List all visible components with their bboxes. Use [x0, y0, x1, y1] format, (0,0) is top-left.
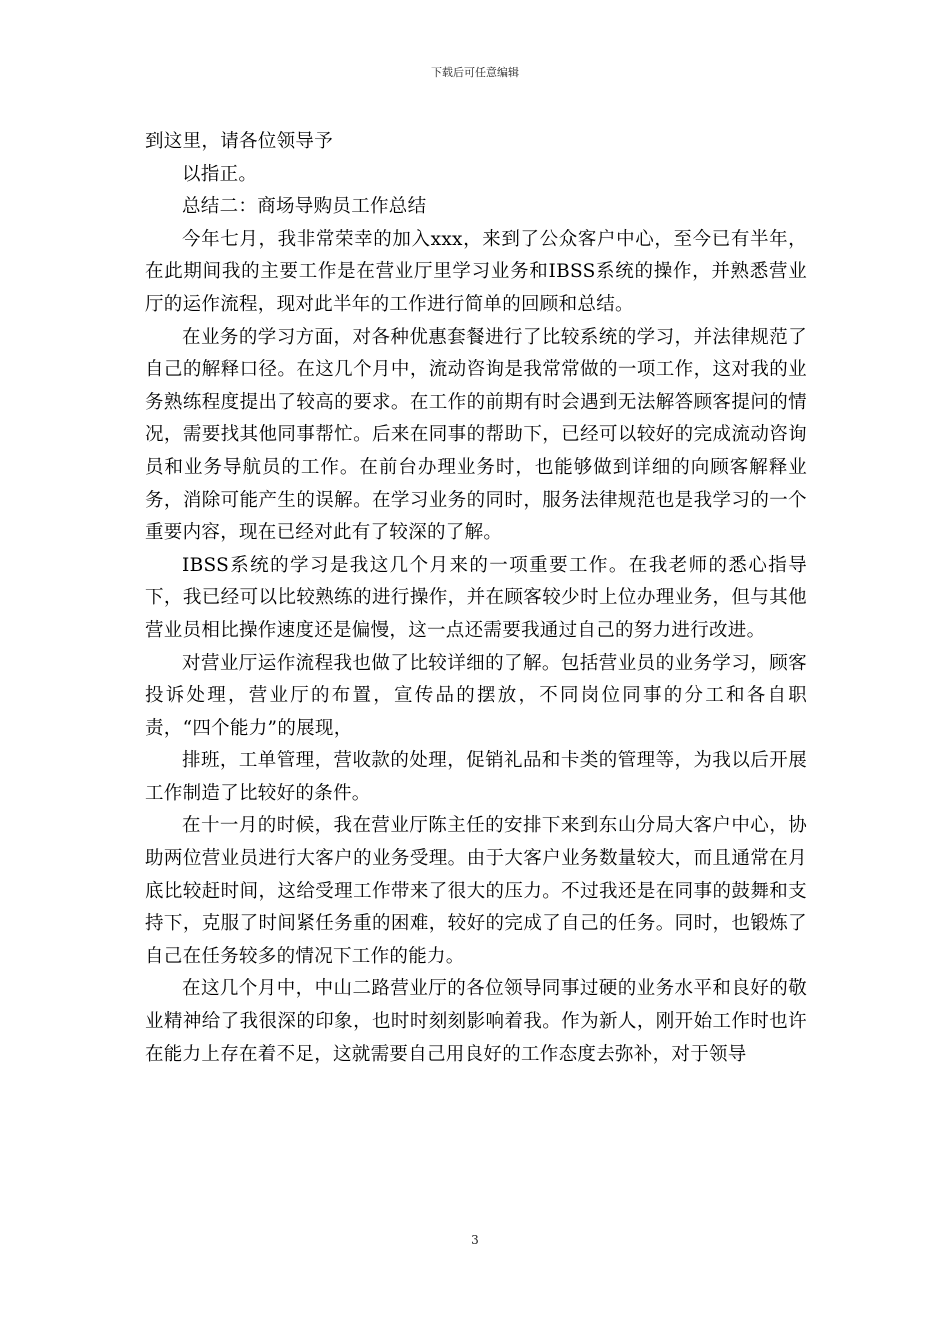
- paragraph: 到这里，请各位领导予: [145, 131, 334, 152]
- paragraph: 对营业厅运作流程我也做了比较详细的了解。包括营业员的业务学习，顾客投诉处理，营业厅的布置，宣传品的摆放，不同岗位同事的分工和各自职责，“四个能力”的展现，: [145, 652, 807, 739]
- paragraph: 排班，工单管理，营收款的处理，促销礼品和卡类的管理等，为我以后开展工作制造了比较好的条件。: [145, 750, 807, 804]
- section-title: 总结二：商场导购员工作总结: [182, 196, 427, 218]
- paragraph: IBSS系统的学习是我这几个月来的一项重要工作。在我老师的悉心指导下，我已经可以比较熟练的进行操作，并在顾客较少时上位办理业务，但与其他营业员相比操作速度还是偏慢，这一点还需要我通过自己的努力进行改进。: [145, 554, 807, 641]
- paragraph: 今年七月，我非常荣幸的加入xxx，来到了公众客户中心，至今已有半年，在此期间我的主要工作是在营业厅里学习业务和IBSS系统的操作，并熟悉营业厅的运作流程，现对此半年的工作进行简单的回顾和总结。: [145, 228, 807, 315]
- paragraph: 在这几个月中，中山二路营业厅的各位领导同事过硬的业务水平和良好的敬业精神给了我很深的印象，也时时刻刻影响着我。作为新人，刚开始工作时也许在能力上存在着不足，这就需要自己用良好的工作态度去弥补，对于领导: [145, 978, 807, 1065]
- document-body: [145, 126, 807, 1071]
- page-number: 3: [471, 1233, 479, 1247]
- paragraph: 以指正。: [182, 163, 258, 185]
- page-header: 下载后可任意编辑: [431, 66, 519, 79]
- paragraph: 在十一月的时候，我在营业厅陈主任的安排下来到东山分局大客户中心，协助两位营业员进行大客户的业务受理。由于大客户业务数量较大，而且通常在月底比较赶时间，这给受理工作带来了很大的压力。不过我还是在同事的鼓舞和支持下，克服了时间紧任务重的困难，较好的完成了自己的任务。同时，也锻炼了自己在任务较多的情况下工作的能力。: [145, 815, 807, 967]
- paragraph: 在业务的学习方面，对各种优惠套餐进行了比较系统的学习，并法律规范了自己的解释口径。在这几个月中，流动咨询是我常常做的一项工作，这对我的业务熟练程度提出了较高的要求。在工作的前期有时会遇到无法解答顾客提问的情况，需要找其他同事帮忙。后来在同事的帮助下，已经可以较好的完成流动咨询员和业务导航员的工作。在前台办理业务时，也能够做到详细的向顾客解释业务，消除可能产生的误解。在学习业务的同时，服务法律规范也是我学习的一个重要内容，现在已经对此有了较深的了解。: [145, 326, 807, 544]
